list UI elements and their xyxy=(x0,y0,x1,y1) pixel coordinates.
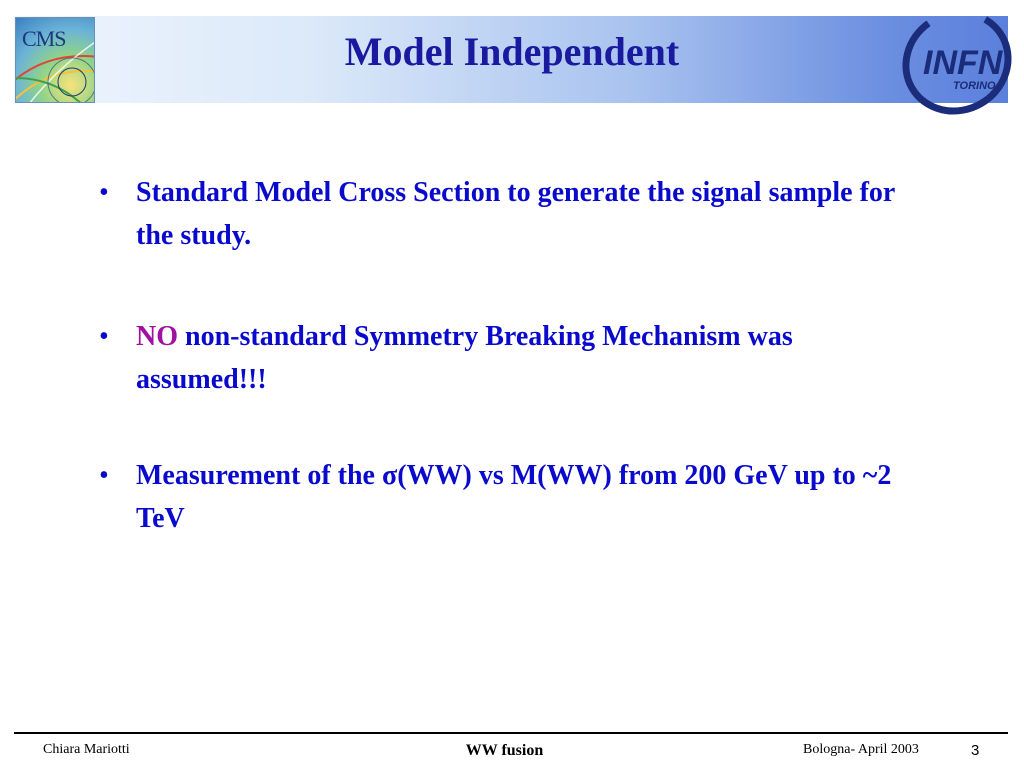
slide-title: Model Independent xyxy=(344,29,680,74)
infn-logo xyxy=(893,0,1018,118)
footer-author: Chiara Mariotti xyxy=(43,742,130,757)
infn-logo-text: INFN xyxy=(923,44,1003,82)
bullet-marker: • xyxy=(99,460,109,491)
page-number: 3 xyxy=(971,742,980,759)
bullet-text: non-standard Symmetry Breaking Mechanism was assumed!!! xyxy=(136,321,793,395)
footer-topic: WW fusion xyxy=(465,742,544,759)
bullet-text: Measurement of the σ(WW) vs M(WW) from 200 GeV up to ~2 TeV xyxy=(136,460,892,534)
bullet-highlight: NO xyxy=(136,321,178,352)
bullet-marker: • xyxy=(99,177,109,208)
bullet-text: Standard Model Cross Section to generate the signal sample for the study. xyxy=(136,177,895,251)
bullet-marker: • xyxy=(99,321,109,352)
footer-event: Bologna- April 2003 xyxy=(803,742,919,757)
bullet-item xyxy=(96,171,916,257)
infn-logo-subtext: TORINO xyxy=(953,80,996,92)
cms-logo-text: CMS xyxy=(22,26,66,51)
bullet-item xyxy=(96,454,916,540)
footer-divider xyxy=(14,732,1008,734)
bullet-item xyxy=(96,315,916,401)
